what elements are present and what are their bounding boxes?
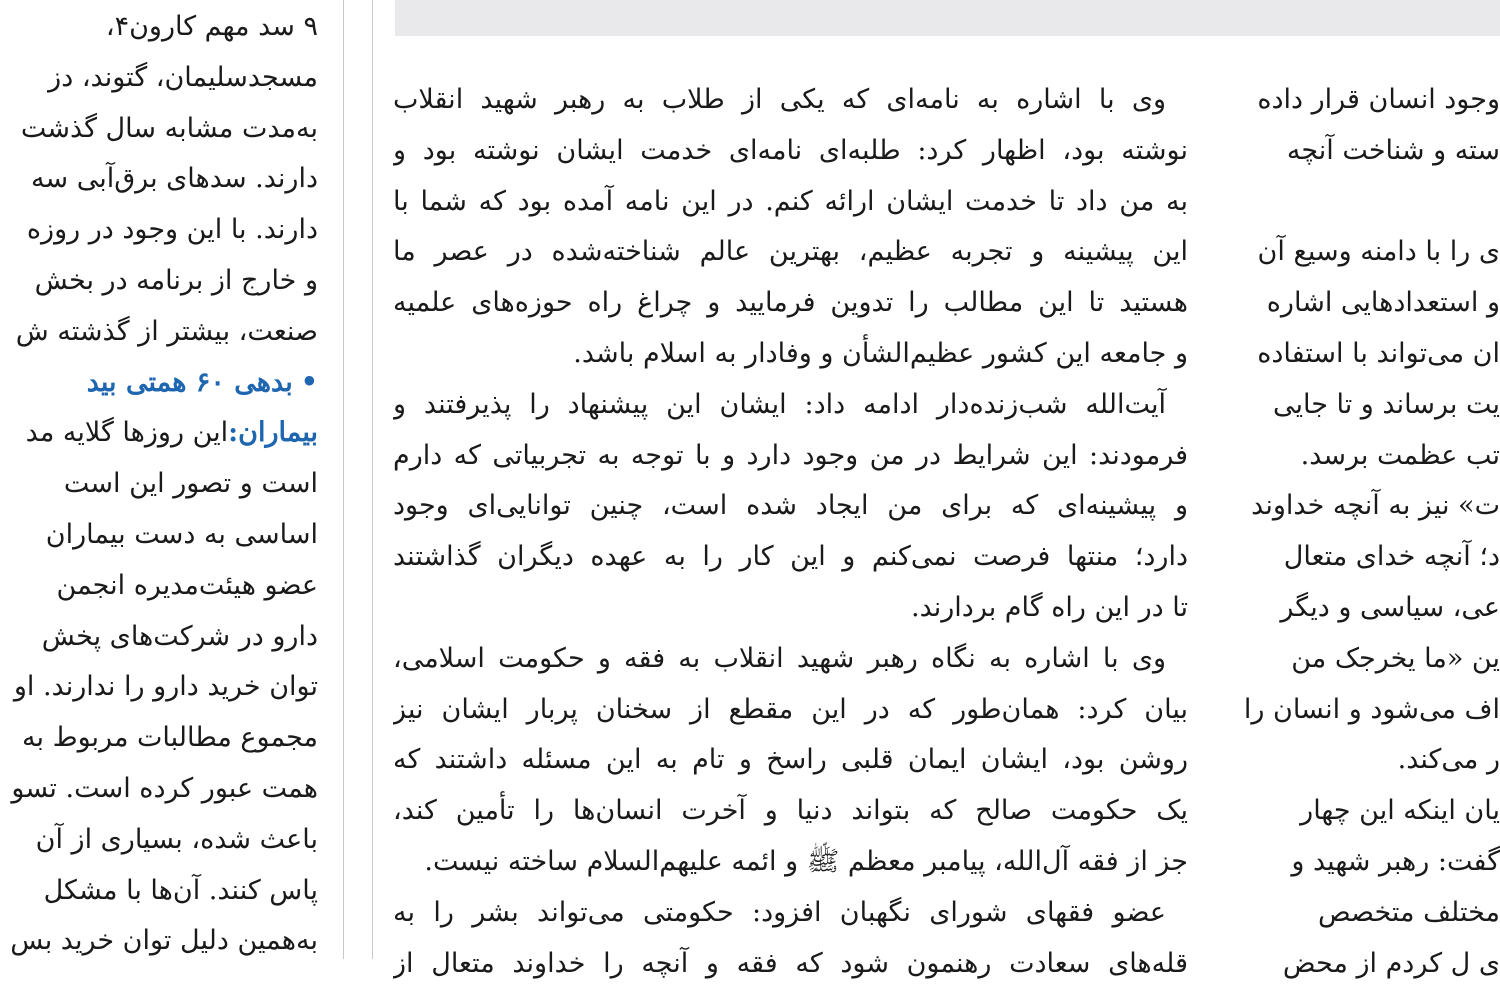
bullet-icon: • — [300, 366, 318, 398]
text-line: دارند. با این وجود در روزه — [26, 214, 318, 246]
text-line: وی با اشاره به نگاه رهبر شهید انقلاب به فقه و حکومت اسلامی، — [393, 642, 1166, 674]
text-line: به‌همین دلیل توان خرید بس — [10, 925, 318, 957]
text-line: مسجدسلیمان، گتوند، دز — [48, 61, 318, 93]
right-article-column — [1232, 75, 1500, 989]
text-line: د؛ آنچه خدای متعال — [1283, 541, 1500, 573]
text-line: مجموع مطالبات مربوط به — [22, 722, 318, 754]
text-line: وی با اشاره به نامه‌ای که یکی از طلاب به رهبر شهید انقلاب — [393, 84, 1166, 115]
text-line: و پیشینه‌ای که برای من ایجاد شده است، چنین توانایی‌ای وجود — [393, 490, 1188, 522]
text-line: جز از فقه آل‌الله، پیامبر معظم ﷺ و ائمه علیهم‌السلام ساخته نیست. — [424, 845, 1188, 877]
text-fragment: این روزها گلایه مد — [25, 417, 229, 449]
text-line: ان می‌تواند با استفاده — [1257, 337, 1500, 369]
text-line: آیت‌الله شب‌زنده‌دار ادامه داد: ایشان این پیشنهاد را پذیرفتند و — [393, 388, 1166, 420]
paragraph — [393, 634, 1188, 888]
text-line: عی، سیاسی و دیگر — [1280, 591, 1500, 623]
text-line: تب عظمت برسد. — [1300, 439, 1500, 471]
text-line: این پیشینه و تجربه عظیم، بهترین عالم شناخته‌شده در عصر ما — [393, 236, 1188, 268]
paragraph — [393, 75, 1188, 380]
text-line: دارد؛ منتها فرصت نمی‌کنم و این کار را به عهده دیگران گذاشتند — [393, 541, 1188, 573]
text-line: عضو فقهای شورای نگهبان افزود: حکومتی می‌تواند بشر را به — [393, 896, 1166, 928]
column-divider — [372, 0, 373, 959]
column-divider — [343, 0, 344, 959]
text-line: ر می‌کند. — [1397, 744, 1500, 776]
paragraph — [393, 380, 1188, 634]
text-line: یت برساند و تا جایی — [1272, 388, 1500, 420]
text-line: و خارج از برنامه در بخش — [34, 264, 318, 296]
text-line: سته و شناخت آنچه — [1286, 134, 1500, 166]
header-banner-box — [395, 0, 1500, 36]
text-line: دارند. سدهای برق‌آبی سه — [31, 163, 318, 195]
text-line: به‌مدت مشابه سال گذشت — [20, 112, 318, 144]
text-line: روشن بود، ایشان ایمان قلبی راسخ و تام به این مسئله داشتند که — [393, 744, 1188, 776]
text-line: فرمودند: این شرایط در من وجود دارد و با توجه به تجربیاتی که دارم — [393, 439, 1188, 471]
text-line: و جامعه این کشور عظیم‌الشأن و وفادار به اسلام باشد. — [573, 337, 1188, 369]
main-article-column — [393, 75, 1188, 989]
paragraph — [393, 888, 1188, 989]
text-line: توان خرید دارو را ندارند. او — [13, 671, 318, 703]
text-line: بیان کرد: همان‌طور که در این مقطع از سخنان پربار ایشان نیز — [393, 693, 1188, 725]
text-line: ۹ سد مهم کارون۴، — [105, 11, 318, 42]
text-line: است و تصور این است — [63, 468, 318, 500]
left-article-column — [0, 2, 318, 967]
text-line: همت عبور کرده است. تسو — [11, 772, 318, 804]
text-line: مختلف متخصص — [1317, 896, 1500, 928]
subheading-lead: بیماران: — [228, 417, 318, 449]
section-subheading — [0, 358, 318, 409]
subheading-text: بدهی ۶۰ همتی بید — [86, 366, 293, 398]
text-line: پاس کنند. آن‌ها با مشکل — [43, 874, 318, 906]
text-line: یک حکومت صالح که بتواند دنیا و آخرت انسان‌ها را تأمین کند، — [393, 795, 1188, 827]
text-line: اساسی به دست بیماران — [45, 518, 318, 550]
text-line: صنعت، بیشتر از گذشته ش — [15, 315, 318, 347]
text-line: عضو هیئت‌مدیره انجمن — [56, 569, 318, 601]
text-line: گفت: رهبر شهید و — [1291, 845, 1500, 877]
text-line: ت» نیز به آنچه خداوند — [1251, 490, 1500, 522]
text-line: اف می‌شود و انسان را — [1243, 693, 1500, 725]
text-line: ین «ما یخرجک من — [1291, 642, 1500, 674]
text-line: ی ل کردم از محض — [1282, 947, 1500, 979]
text-line: به من داد تا خدمت ایشان ارائه کنم. در این نامه آمده بود که شما با — [393, 185, 1188, 217]
text-line: یان اینکه این چهار — [1300, 795, 1500, 827]
text-line: تا در این راه گام بردارند. — [910, 591, 1188, 623]
text-line: ی را با دامنه وسیع آن — [1257, 236, 1500, 268]
text-line: وجود انسان قرار داده — [1257, 84, 1500, 115]
text-line — [0, 408, 318, 459]
text-line: و استعدادهایی اشاره — [1266, 287, 1500, 319]
text-line: هستید تا این مطالب را تدوین فرمایید و چراغ راه حوزه‌های علمیه — [393, 287, 1188, 319]
text-line: قله‌های سعادت رهنمون شود که فقه و آنچه را خداوند متعال از — [393, 947, 1188, 979]
text-line: باعث شده، بسیاری از آن — [35, 823, 318, 855]
text-line: دارو در شرکت‌های پخش — [41, 620, 318, 652]
text-line — [1232, 177, 1500, 228]
text-line: نوشته بود، اظهار کرد: طلبه‌ای نامه‌ای خدمت ایشان نوشته بود و — [393, 134, 1188, 166]
